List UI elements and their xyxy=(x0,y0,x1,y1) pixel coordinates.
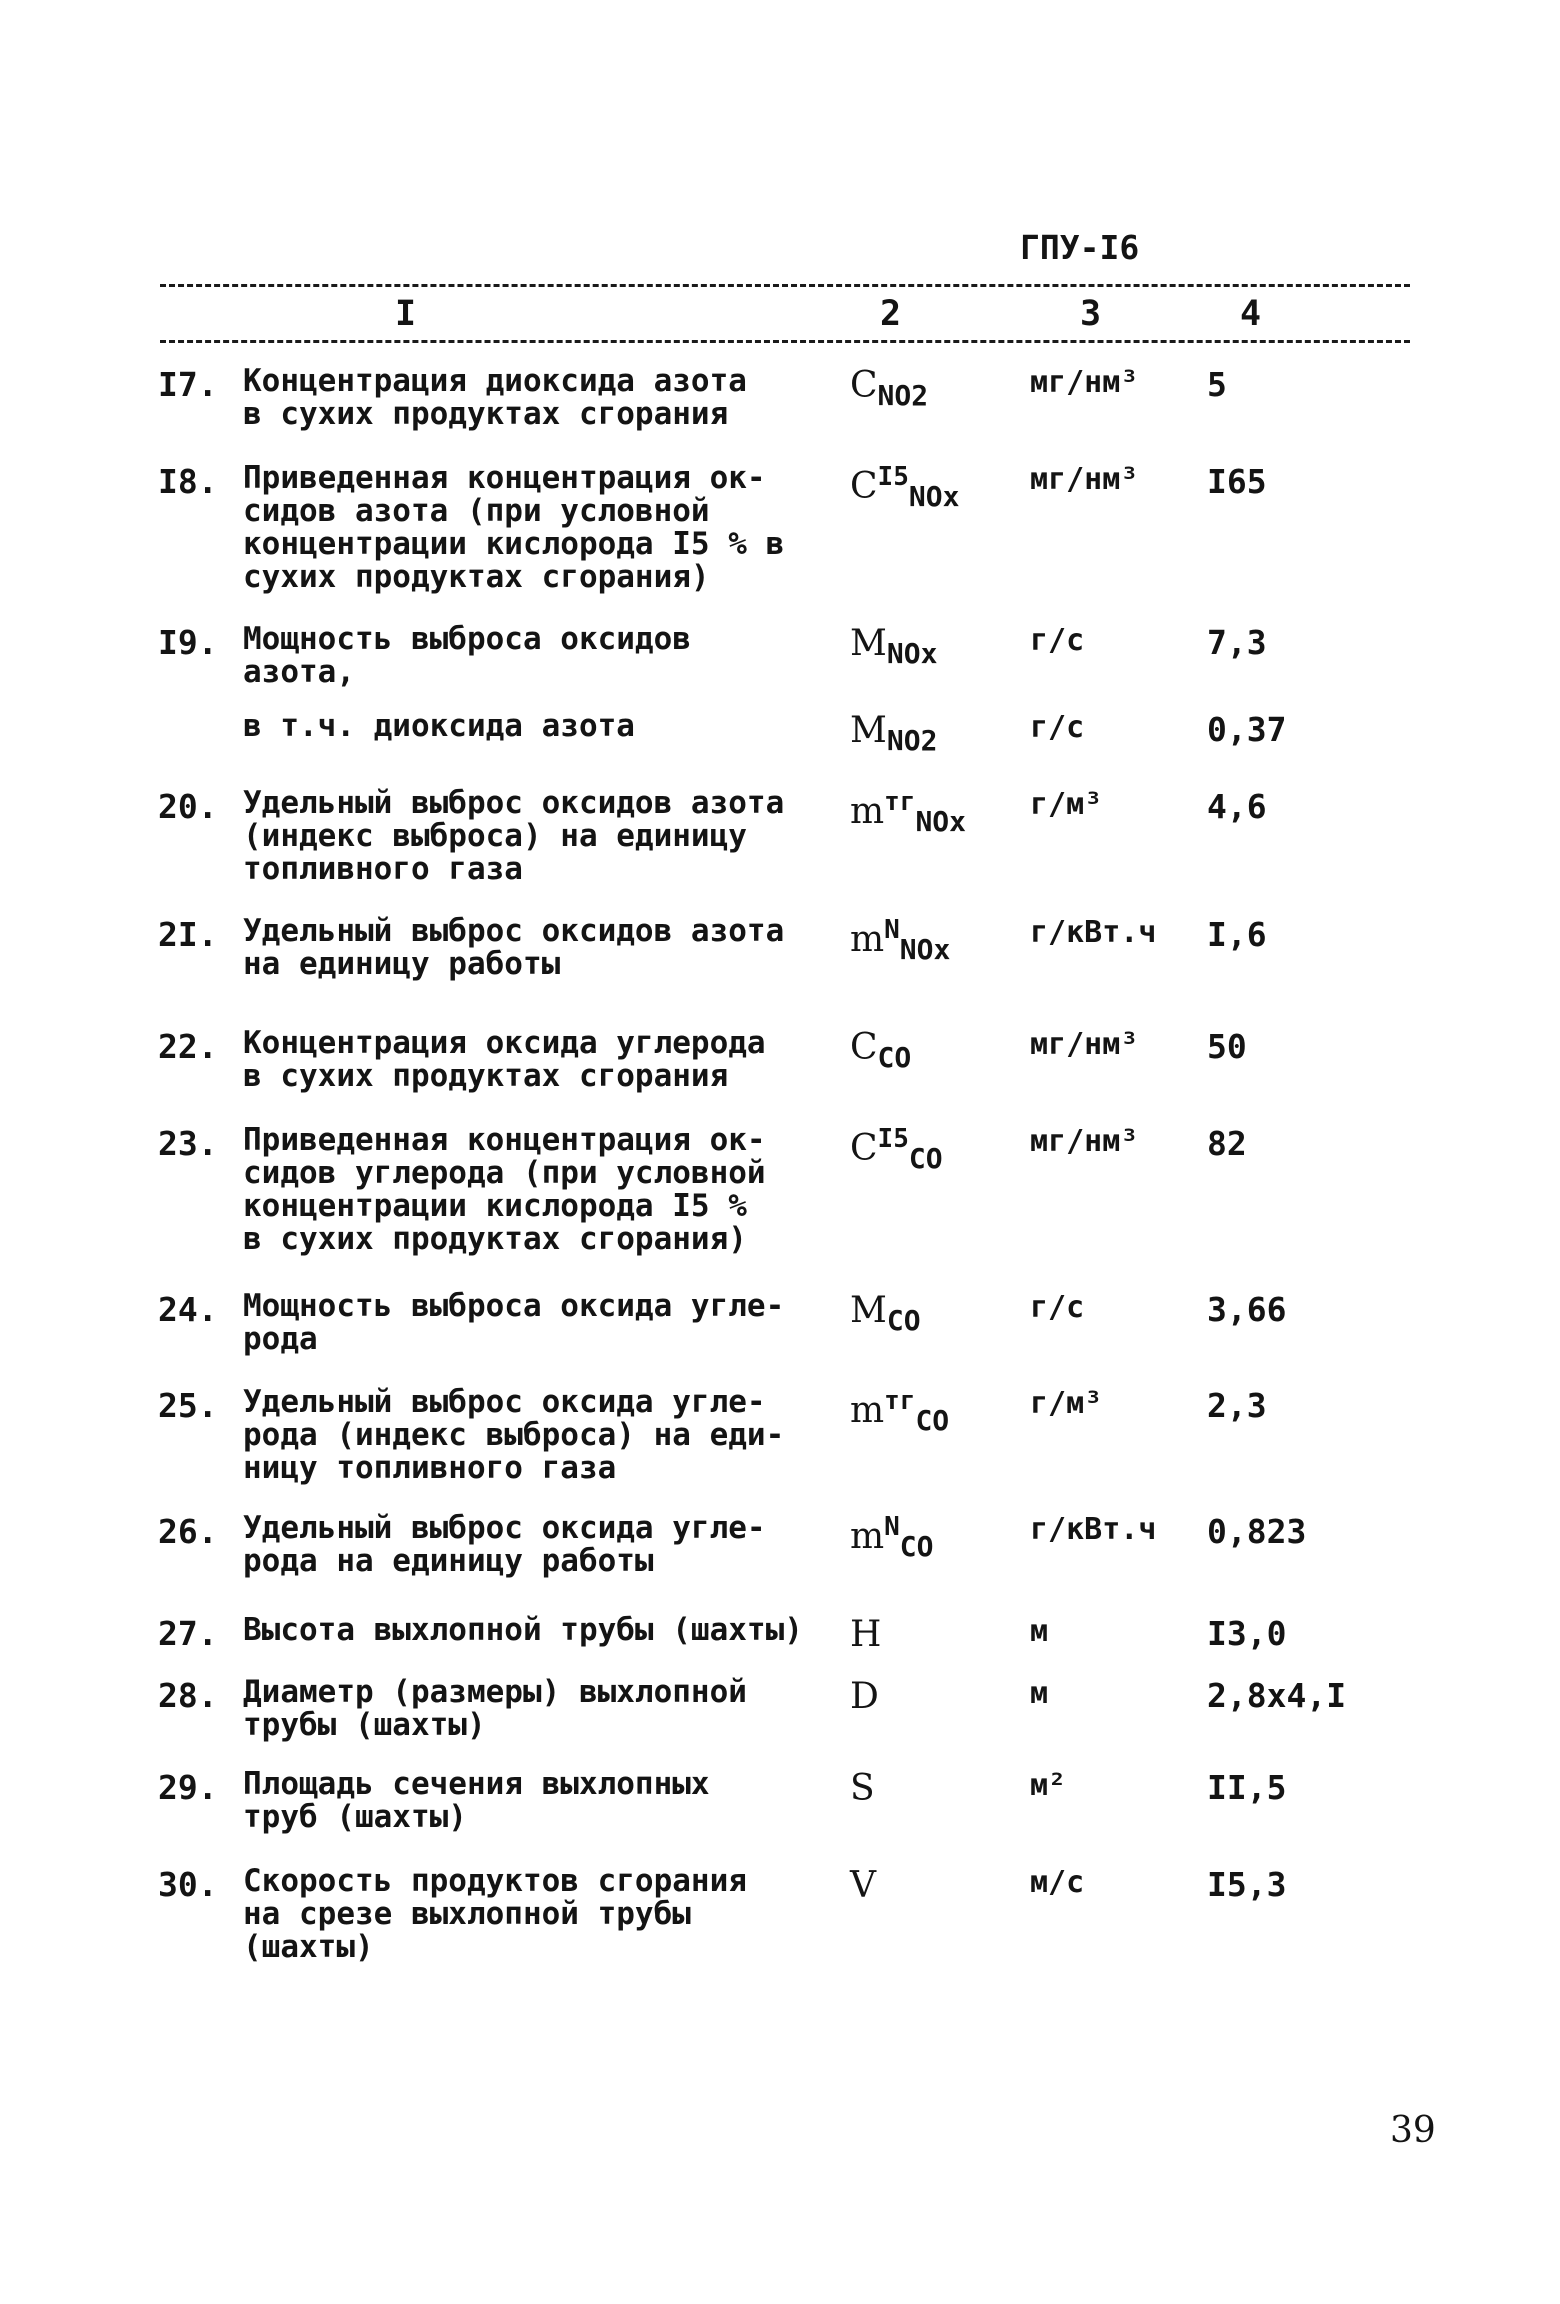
unit-cell: м/с xyxy=(1030,1865,1085,1900)
symbol-superscript: I5 xyxy=(877,462,909,492)
row-number: 29. xyxy=(158,1768,218,1807)
quantity-symbol xyxy=(850,1865,876,1906)
description-line: Площадь сечения выхлопных xyxy=(243,1766,710,1802)
row-description xyxy=(243,710,833,743)
row-number: 28. xyxy=(158,1676,218,1715)
quantity-symbol xyxy=(850,915,950,966)
symbol-base: m xyxy=(850,1516,885,1557)
page-number: 39 xyxy=(1390,2110,1436,2151)
symbol-base: H xyxy=(850,1614,882,1655)
symbol-superscript: тг xyxy=(884,787,916,817)
row-description xyxy=(243,462,833,594)
unit-cell: м xyxy=(1030,1676,1049,1711)
description-line: сидов азота (при условной xyxy=(243,493,710,529)
unit-cell: г/кВт.ч xyxy=(1030,1512,1157,1547)
unit-cell: м² xyxy=(1030,1768,1067,1803)
quantity-symbol xyxy=(850,710,937,757)
symbol-base: C xyxy=(850,466,878,507)
symbol-base: M xyxy=(850,623,887,664)
row-description xyxy=(243,787,833,886)
row-number: 22. xyxy=(158,1027,218,1066)
quantity-symbol xyxy=(850,1768,875,1809)
description-line: Скорость продуктов сгорания xyxy=(243,1863,747,1899)
row-number: 24. xyxy=(158,1290,218,1329)
row-number: 23. xyxy=(158,1124,218,1163)
quantity-symbol xyxy=(850,787,966,838)
quantity-symbol xyxy=(850,1512,934,1563)
symbol-base: C xyxy=(850,365,878,406)
column-header-4: 4 xyxy=(1240,294,1262,334)
symbol-base: M xyxy=(850,710,887,751)
column-header-2: 2 xyxy=(880,294,902,334)
row-number: 27. xyxy=(158,1614,218,1653)
description-line: топливного газа xyxy=(243,851,523,887)
table-top-rule xyxy=(160,284,1410,287)
symbol-base: V xyxy=(850,1865,876,1906)
description-line: на единицу работы xyxy=(243,946,561,982)
description-line: в сухих продуктах сгорания xyxy=(243,1058,729,1094)
value-cell: 5 xyxy=(1207,365,1227,404)
symbol-subscript: CO xyxy=(908,1142,943,1176)
description-line: концентрации кислорода I5 % в xyxy=(243,526,785,562)
description-line: азота, xyxy=(243,654,355,690)
description-line: рода xyxy=(243,1321,318,1357)
unit-cell: мг/нм³ xyxy=(1030,365,1139,400)
row-number: I8. xyxy=(158,462,218,501)
symbol-superscript: тг xyxy=(884,1386,916,1416)
unit-cell: м xyxy=(1030,1614,1049,1649)
description-line: Приведенная концентрация ок- xyxy=(243,1122,766,1158)
row-number: I9. xyxy=(158,623,218,662)
row-description xyxy=(243,1027,833,1093)
table-header-rule xyxy=(160,340,1410,343)
quantity-symbol xyxy=(850,623,937,670)
value-cell: I65 xyxy=(1207,462,1267,501)
value-cell: I5,3 xyxy=(1207,1865,1287,1904)
description-line: труб (шахты) xyxy=(243,1799,467,1835)
unit-cell: г/м³ xyxy=(1030,787,1103,822)
symbol-subscript: CO xyxy=(915,1404,950,1438)
value-cell: 50 xyxy=(1207,1027,1247,1066)
symbol-base: C xyxy=(850,1027,878,1068)
symbol-subscript: NOx xyxy=(886,637,938,671)
unit-cell: г/с xyxy=(1030,710,1085,745)
symbol-base: S xyxy=(850,1768,875,1809)
value-cell: 82 xyxy=(1207,1124,1247,1163)
row-description xyxy=(243,1676,833,1742)
value-cell: 3,66 xyxy=(1207,1290,1287,1329)
unit-cell: г/м³ xyxy=(1030,1386,1103,1421)
quantity-symbol xyxy=(850,365,928,412)
row-description xyxy=(243,365,833,431)
description-line: Мощность выброса оксидов xyxy=(243,621,691,657)
description-line: в сухих продуктах сгорания xyxy=(243,396,729,432)
value-cell: 0,823 xyxy=(1207,1512,1307,1551)
symbol-subscript: NO2 xyxy=(877,379,929,413)
description-line: Диаметр (размеры) выхлопной xyxy=(243,1674,747,1710)
row-description xyxy=(243,1865,833,1964)
description-line: трубы (шахты) xyxy=(243,1707,486,1743)
description-line: Удельный выброс оксидов азота xyxy=(243,913,785,949)
value-cell: 4,6 xyxy=(1207,787,1267,826)
description-line: ницу топливного газа xyxy=(243,1450,617,1486)
row-number: 26. xyxy=(158,1512,218,1551)
row-number: I7. xyxy=(158,365,218,404)
symbol-superscript: N xyxy=(884,1512,900,1542)
symbol-base: m xyxy=(850,919,885,960)
description-line: Удельный выброс оксида угле- xyxy=(243,1510,766,1546)
unit-cell: мг/нм³ xyxy=(1030,462,1139,497)
symbol-subscript: CO xyxy=(899,1530,934,1564)
symbol-subscript: NOx xyxy=(899,933,951,967)
unit-cell: г/с xyxy=(1030,623,1085,658)
row-description xyxy=(243,1386,833,1485)
value-cell: 7,3 xyxy=(1207,623,1267,662)
value-cell: 2,8х4,I xyxy=(1207,1676,1347,1715)
row-description xyxy=(243,623,833,689)
column-header-1: I xyxy=(395,294,417,334)
symbol-base: C xyxy=(850,1128,878,1169)
description-line: Удельный выброс оксида угле- xyxy=(243,1384,766,1420)
value-cell: 0,37 xyxy=(1207,710,1287,749)
quantity-symbol xyxy=(850,1614,881,1655)
row-number: 20. xyxy=(158,787,218,826)
quantity-symbol xyxy=(850,462,959,513)
symbol-superscript: I5 xyxy=(877,1124,909,1154)
value-cell: I,6 xyxy=(1207,915,1267,954)
unit-cell: г/с xyxy=(1030,1290,1085,1325)
description-line: Удельный выброс оксидов азота xyxy=(243,785,785,821)
quantity-symbol xyxy=(850,1027,911,1074)
row-description xyxy=(243,1124,833,1256)
unit-cell: мг/нм³ xyxy=(1030,1124,1139,1159)
description-line: сухих продуктах сгорания) xyxy=(243,559,710,595)
description-line: Концентрация диоксида азота xyxy=(243,363,747,399)
symbol-subscript: CO xyxy=(886,1304,921,1338)
quantity-symbol xyxy=(850,1124,943,1175)
description-line: (шахты) xyxy=(243,1929,374,1965)
quantity-symbol xyxy=(850,1290,921,1337)
description-line: в сухих продуктах сгорания) xyxy=(243,1221,747,1257)
row-description xyxy=(243,1614,833,1647)
symbol-subscript: NO2 xyxy=(886,724,938,758)
row-description xyxy=(243,1768,833,1834)
row-description xyxy=(243,1512,833,1578)
description-line: концентрации кислорода I5 % xyxy=(243,1188,747,1224)
symbol-subscript: NOx xyxy=(915,805,967,839)
row-number: 2I. xyxy=(158,915,218,954)
description-line: рода на единицу работы xyxy=(243,1543,654,1579)
description-line: в т.ч. диоксида азота xyxy=(243,708,635,744)
description-line: Приведенная концентрация ок- xyxy=(243,460,766,496)
quantity-symbol xyxy=(850,1386,949,1437)
symbol-base: D xyxy=(850,1676,879,1717)
symbol-subscript: NOx xyxy=(908,480,960,514)
value-cell: II,5 xyxy=(1207,1768,1287,1807)
value-cell: I3,0 xyxy=(1207,1614,1287,1653)
symbol-base: m xyxy=(850,791,885,832)
description-line: Концентрация оксида углерода xyxy=(243,1025,766,1061)
description-line: сидов углерода (при условной xyxy=(243,1155,766,1191)
row-description xyxy=(243,1290,833,1356)
row-description xyxy=(243,915,833,981)
unit-cell: мг/нм³ xyxy=(1030,1027,1139,1062)
symbol-superscript: N xyxy=(884,915,900,945)
column-header-3: 3 xyxy=(1080,294,1102,334)
unit-cell: г/кВт.ч xyxy=(1030,915,1157,950)
description-line: на срезе выхлопной трубы xyxy=(243,1896,691,1932)
description-line: Высота выхлопной трубы (шахты) xyxy=(243,1612,803,1648)
row-number: 25. xyxy=(158,1386,218,1425)
description-line: Мощность выброса оксида угле- xyxy=(243,1288,785,1324)
value-cell: 2,3 xyxy=(1207,1386,1267,1425)
symbol-base: m xyxy=(850,1390,885,1431)
symbol-base: M xyxy=(850,1290,887,1331)
description-line: (индекс выброса) на единицу xyxy=(243,818,747,854)
description-line: рода (индекс выброса) на еди- xyxy=(243,1417,785,1453)
row-number: 30. xyxy=(158,1865,218,1904)
quantity-symbol xyxy=(850,1676,879,1717)
symbol-subscript: CO xyxy=(877,1041,912,1075)
document-code: ГПУ-I6 xyxy=(1020,228,1140,267)
